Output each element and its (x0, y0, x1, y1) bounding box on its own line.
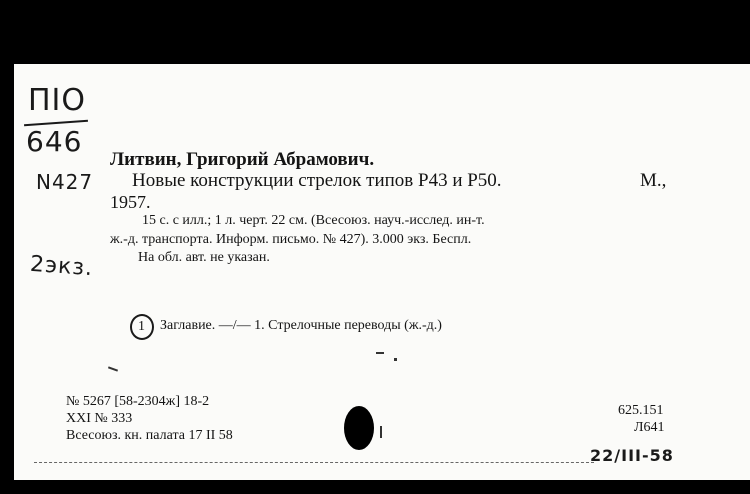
handwritten-date: 22/III-58 (590, 446, 674, 465)
series-number-handwritten: N427 (36, 170, 94, 194)
classification-number: 625.151 (618, 403, 664, 418)
cover-note-line: На обл. авт. не указан. (138, 250, 270, 265)
stray-mark (108, 366, 118, 371)
footer-registration: № 5267 [58-2304ж] 18-2 (66, 394, 210, 409)
footer-book-chamber-number: XXI № 333 (66, 411, 133, 426)
author-heading: Литвин, Григорий Абрамович. (110, 149, 375, 170)
title-line: Новые конструкции стрелок типов Р43 и Р50. (132, 170, 502, 191)
ink-blot (344, 406, 374, 450)
catalog-card (14, 64, 750, 480)
call-number-top: ПІО (28, 83, 87, 118)
call-number-bottom: 646 (26, 125, 83, 158)
stray-mark (380, 426, 382, 438)
stray-mark (394, 358, 397, 361)
publication-year: 1957. (110, 192, 151, 212)
footer-book-chamber-date: Всесоюз. кн. палата 17 II 58 (66, 428, 233, 443)
author-mark: Л641 (634, 420, 665, 435)
stray-mark (376, 352, 384, 354)
copies-handwritten: 2экз. (29, 251, 94, 282)
tracing-marker: 1 (138, 319, 145, 334)
series-note-line: ж.-д. транспорта. Информ. письмо. № 427). 3.000 экз. Беспл. (110, 232, 472, 247)
publication-place: М., (640, 170, 667, 191)
tracing-line: Заглавие. —/— 1. Стрелочные переводы (ж.-д.) (160, 318, 442, 333)
collation-line: 15 с. с илл.; 1 л. черт. 22 см. (Всесоюз. науч.-исслед. ин-т. (142, 213, 485, 228)
bottom-trim-line (34, 462, 594, 463)
